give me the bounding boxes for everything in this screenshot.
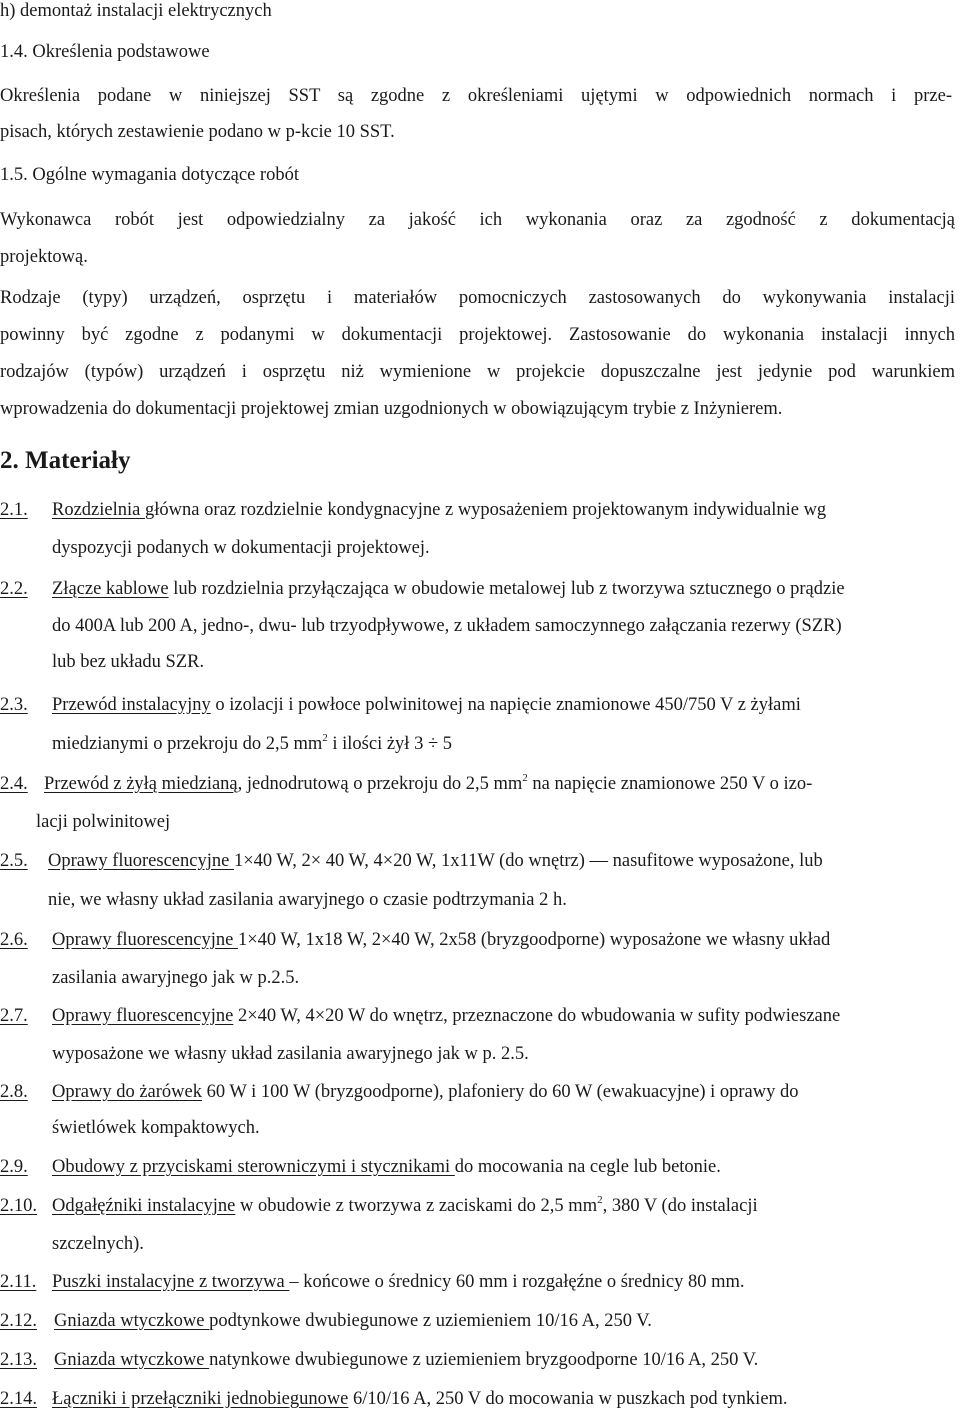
paragraph-line: Rodzaje (typy) urządzeń, osprzętu i materiałów pomocniczych zastosowanych do wykonywania instalacji — [0, 288, 955, 308]
list-item — [0, 850, 28, 872]
superscript: 2 — [322, 732, 328, 744]
list-item-continuation: szczelnych). — [52, 1234, 144, 1254]
item-term: Odgałęźniki instalacyjne — [52, 1196, 236, 1216]
item-number: 2.8. — [0, 1082, 28, 1102]
paragraph-line: wprowadzenia do dokumentacji projektowej zmian uzgodnionych w obowiązującym trybie z Inżynierem. — [0, 399, 783, 419]
list-item — [0, 1156, 28, 1178]
list-item-continuation: nie, we własny układ zasilania awaryjnego o czasie podtrzymania 2 h. — [48, 890, 567, 910]
item-text: 1×40 W, 2× 40 W, 4×20 W, 1x11W (do wnętrz) — nasufitowe wyposażone, lub — [233, 851, 823, 871]
item-text: miedzianymi o przekroju do 2,5 mm — [52, 734, 323, 754]
item-text: 2×40 W, 4×20 W do wnętrz, przeznaczone do wbudowania w sufity podwieszane — [233, 1006, 841, 1026]
list-item — [0, 1081, 28, 1103]
item-text: i ilości żył 3 ÷ 5 — [327, 734, 452, 754]
list-item-h: h) demontaż instalacji elektrycznych — [0, 1, 272, 21]
item-term: Złącze kablowe — [52, 579, 169, 599]
list-item-text — [52, 1271, 745, 1293]
list-item-text — [52, 929, 830, 951]
item-number: 2.12. — [0, 1311, 37, 1331]
list-item — [0, 1388, 37, 1410]
list-item-text — [52, 694, 801, 716]
item-term: Gniazda wtyczkowe — [54, 1350, 210, 1370]
list-item-text — [54, 1349, 758, 1371]
list-item-continuation: dyspozycji podanych w dokumentacji projektowej. — [52, 538, 430, 558]
item-text: 1×40 W, 1x18 W, 2×40 W, 2x58 (bryzgoodporne) wyposażone we własny układ — [237, 930, 831, 950]
list-item-text — [44, 773, 812, 797]
section-heading-1-4: 1.4. Określenia podstawowe — [0, 42, 210, 62]
superscript: 2 — [522, 772, 528, 784]
item-term: Gniazda wtyczkowe — [54, 1311, 210, 1331]
section-heading-1-5: 1.5. Ogólne wymagania dotyczące robót — [0, 165, 299, 185]
item-text: , 380 V (do instalacji — [602, 1196, 758, 1216]
item-number: 2.2. — [0, 579, 28, 599]
paragraph-line: Określenia podane w niniejszej SST są zgodne z określeniami ujętymi w odpowiednich normach i prze- — [0, 86, 952, 106]
item-number: 2.13. — [0, 1350, 37, 1370]
item-text: , jednodrutową o przekroju do 2,5 mm — [237, 774, 523, 794]
item-text: podtynkowe dwubiegunowe z uziemieniem 10/16 A, 250 V. — [209, 1311, 652, 1331]
superscript: 2 — [597, 1194, 603, 1206]
list-item — [0, 1310, 37, 1332]
list-item-text — [52, 1156, 721, 1178]
item-term: Przewód instalacyjny — [52, 695, 211, 715]
list-item — [0, 1271, 36, 1293]
list-item-text — [52, 1388, 788, 1410]
paragraph-line: rodzajów (typów) urządzeń i osprzętu niż wymienione w projekcie dopuszczalne jest jedynie pod warunkiem — [0, 362, 955, 382]
item-text: 60 W i 100 W (bryzgoodporne), plafoniery do 60 W (ewakuacyjne) i oprawy do — [202, 1082, 799, 1102]
item-number: 2.11. — [0, 1272, 37, 1292]
item-number: 2.14. — [0, 1389, 37, 1409]
item-text: główna oraz rozdzielnie kondygnacyjne z wyposażeniem projektowanym indywidualnie wg — [144, 500, 827, 520]
list-item — [0, 1195, 37, 1217]
item-term: Oprawy fluorescencyjne — [52, 1006, 234, 1026]
paragraph-line: powinny być zgodne z podanymi w dokumentacji projektowej. Zastosowanie do wykonania instalacji innych — [0, 325, 955, 345]
list-item-text — [52, 578, 845, 600]
item-term: Obudowy z przyciskami sterowniczymi i stycznikami — [52, 1157, 455, 1177]
item-text: natynkowe dwubiegunowe z uziemieniem bryzgoodporne 10/16 A, 250 V. — [209, 1350, 759, 1370]
item-term: Rozdzielnia — [52, 500, 145, 520]
item-term: Oprawy fluorescencyjne — [48, 851, 234, 871]
item-text: – końcowe o średnicy 60 mm i rozgałęźne o średnicy 80 mm. — [289, 1272, 745, 1292]
item-text: w obudowie z tworzywa z zaciskami do 2,5 mm — [235, 1196, 598, 1216]
item-text: 6/10/16 A, 250 V do mocowania w puszkach pod tynkiem. — [348, 1389, 788, 1409]
list-item — [0, 1005, 28, 1027]
list-item — [0, 578, 28, 600]
list-item-text — [48, 850, 823, 872]
list-item-continuation: wyposażone we własny układ zasilania awaryjnego jak w p. 2.5. — [52, 1044, 529, 1064]
list-item — [0, 694, 28, 716]
list-item — [0, 929, 28, 951]
item-number: 2.7. — [0, 1006, 28, 1026]
list-item-continuation: lub bez układu SZR. — [52, 652, 205, 672]
item-number: 2.3. — [0, 695, 28, 715]
item-number: 2.9. — [0, 1157, 28, 1177]
list-item-text — [52, 1195, 758, 1219]
list-item-continuation: lacji polwinitowej — [36, 812, 171, 832]
item-text: o izolacji i powłoce polwinitowej na napięcie znamionowe 450/750 V z żyłami — [210, 695, 801, 715]
list-item — [0, 773, 28, 795]
list-item — [0, 1349, 37, 1371]
list-item — [0, 499, 28, 521]
item-number: 2.1. — [0, 500, 28, 520]
list-item-continuation: zasilania awaryjnego jak w p.2.5. — [52, 968, 300, 988]
item-term: Oprawy do żarówek — [52, 1082, 202, 1102]
list-item-text — [54, 1310, 652, 1332]
section-heading-materialy: 2. Materiały — [0, 447, 131, 474]
item-text: na napięcie znamionowe 250 V o izo- — [527, 774, 813, 794]
item-term: Oprawy fluorescencyjne — [52, 930, 238, 950]
list-item-continuation — [52, 733, 452, 757]
paragraph-line: Wykonawca robót jest odpowiedzialny za jakość ich wykonania oraz za zgodność z dokumentacją — [0, 210, 955, 230]
item-number: 2.6. — [0, 930, 28, 950]
list-item-continuation: do 400A lub 200 A, jedno-, dwu- lub trzyodpływowe, z układem samoczynnego załączania rezerwy (SZR) — [52, 616, 842, 636]
paragraph-line: projektową. — [0, 247, 88, 267]
item-number: 2.10. — [0, 1196, 37, 1216]
item-text: lub rozdzielnia przyłączająca w obudowie metalowej lub z tworzywa sztucznego o prądzie — [168, 579, 845, 599]
item-term: Puszki instalacyjne z tworzywa — [52, 1272, 290, 1292]
item-number: 2.5. — [0, 851, 28, 871]
item-number: 2.4. — [0, 774, 28, 794]
paragraph-line: pisach, których zestawienie podano w p-kcie 10 SST. — [0, 122, 395, 142]
list-item-text — [52, 499, 955, 521]
list-item-text — [52, 1005, 840, 1027]
list-item-text — [52, 1081, 798, 1103]
item-term: Łączniki i przełączniki jednobiegunowe — [52, 1389, 349, 1409]
item-text: do mocowania na cegle lub betonie. — [454, 1157, 721, 1177]
list-item-continuation: świetlówek kompaktowych. — [52, 1118, 260, 1138]
item-term: Przewód z żyłą miedzianą — [44, 774, 238, 794]
